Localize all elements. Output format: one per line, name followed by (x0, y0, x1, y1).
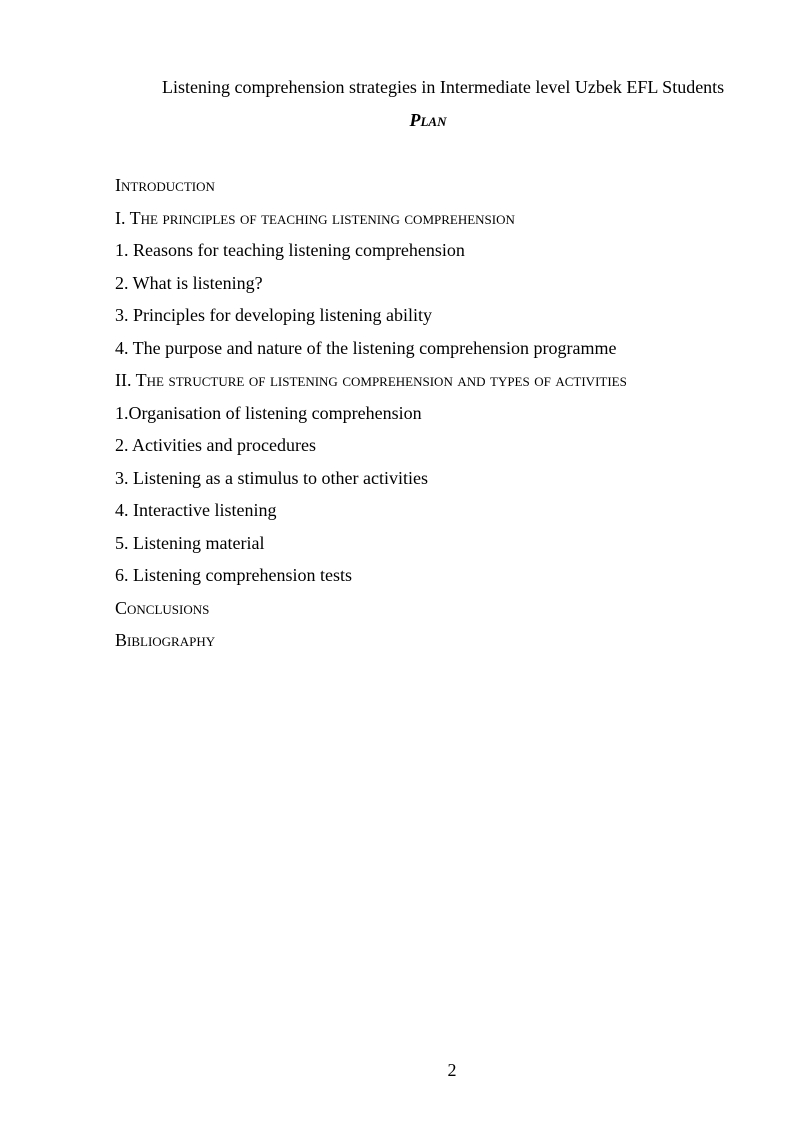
toc-item-2-1: 1.Organisation of listening comprehension (115, 402, 422, 423)
page-number: 2 (447, 1060, 457, 1080)
toc-item-2-5: 5. Listening material (115, 532, 265, 553)
document-title: Listening comprehension strategies in Intermediate level Uzbek EFL Students (162, 77, 725, 97)
toc-section-1: I. The principles of teaching listening comprehension (115, 207, 515, 228)
toc-item-1-3: 3. Principles for developing listening ability (115, 305, 432, 325)
toc-item-1-1: 1. Reasons for teaching listening comprehension (115, 240, 465, 260)
toc-item-2-6: 6. Listening comprehension tests (115, 565, 352, 585)
toc-item-conclusions: Conclusions (115, 597, 210, 618)
table-of-contents (115, 174, 775, 662)
toc-item-2-2: 2. Activities and procedures (115, 435, 316, 455)
toc-item-2-3: 3. Listening as a stimulus to other activities (115, 467, 428, 488)
toc-item-2-4: 4. Interactive listening (115, 500, 277, 520)
toc-item-1-4: 4. The purpose and nature of the listening comprehension programme (115, 337, 617, 358)
plan-heading: Plan (409, 110, 447, 130)
toc-item-bibliography: Bibliography (115, 630, 216, 650)
toc-item-1-2: 2. What is listening? (115, 272, 263, 293)
toc-item-introduction: Introduction (115, 175, 215, 195)
toc-section-2: II. The structure of listening comprehension and types of activities (115, 370, 627, 390)
